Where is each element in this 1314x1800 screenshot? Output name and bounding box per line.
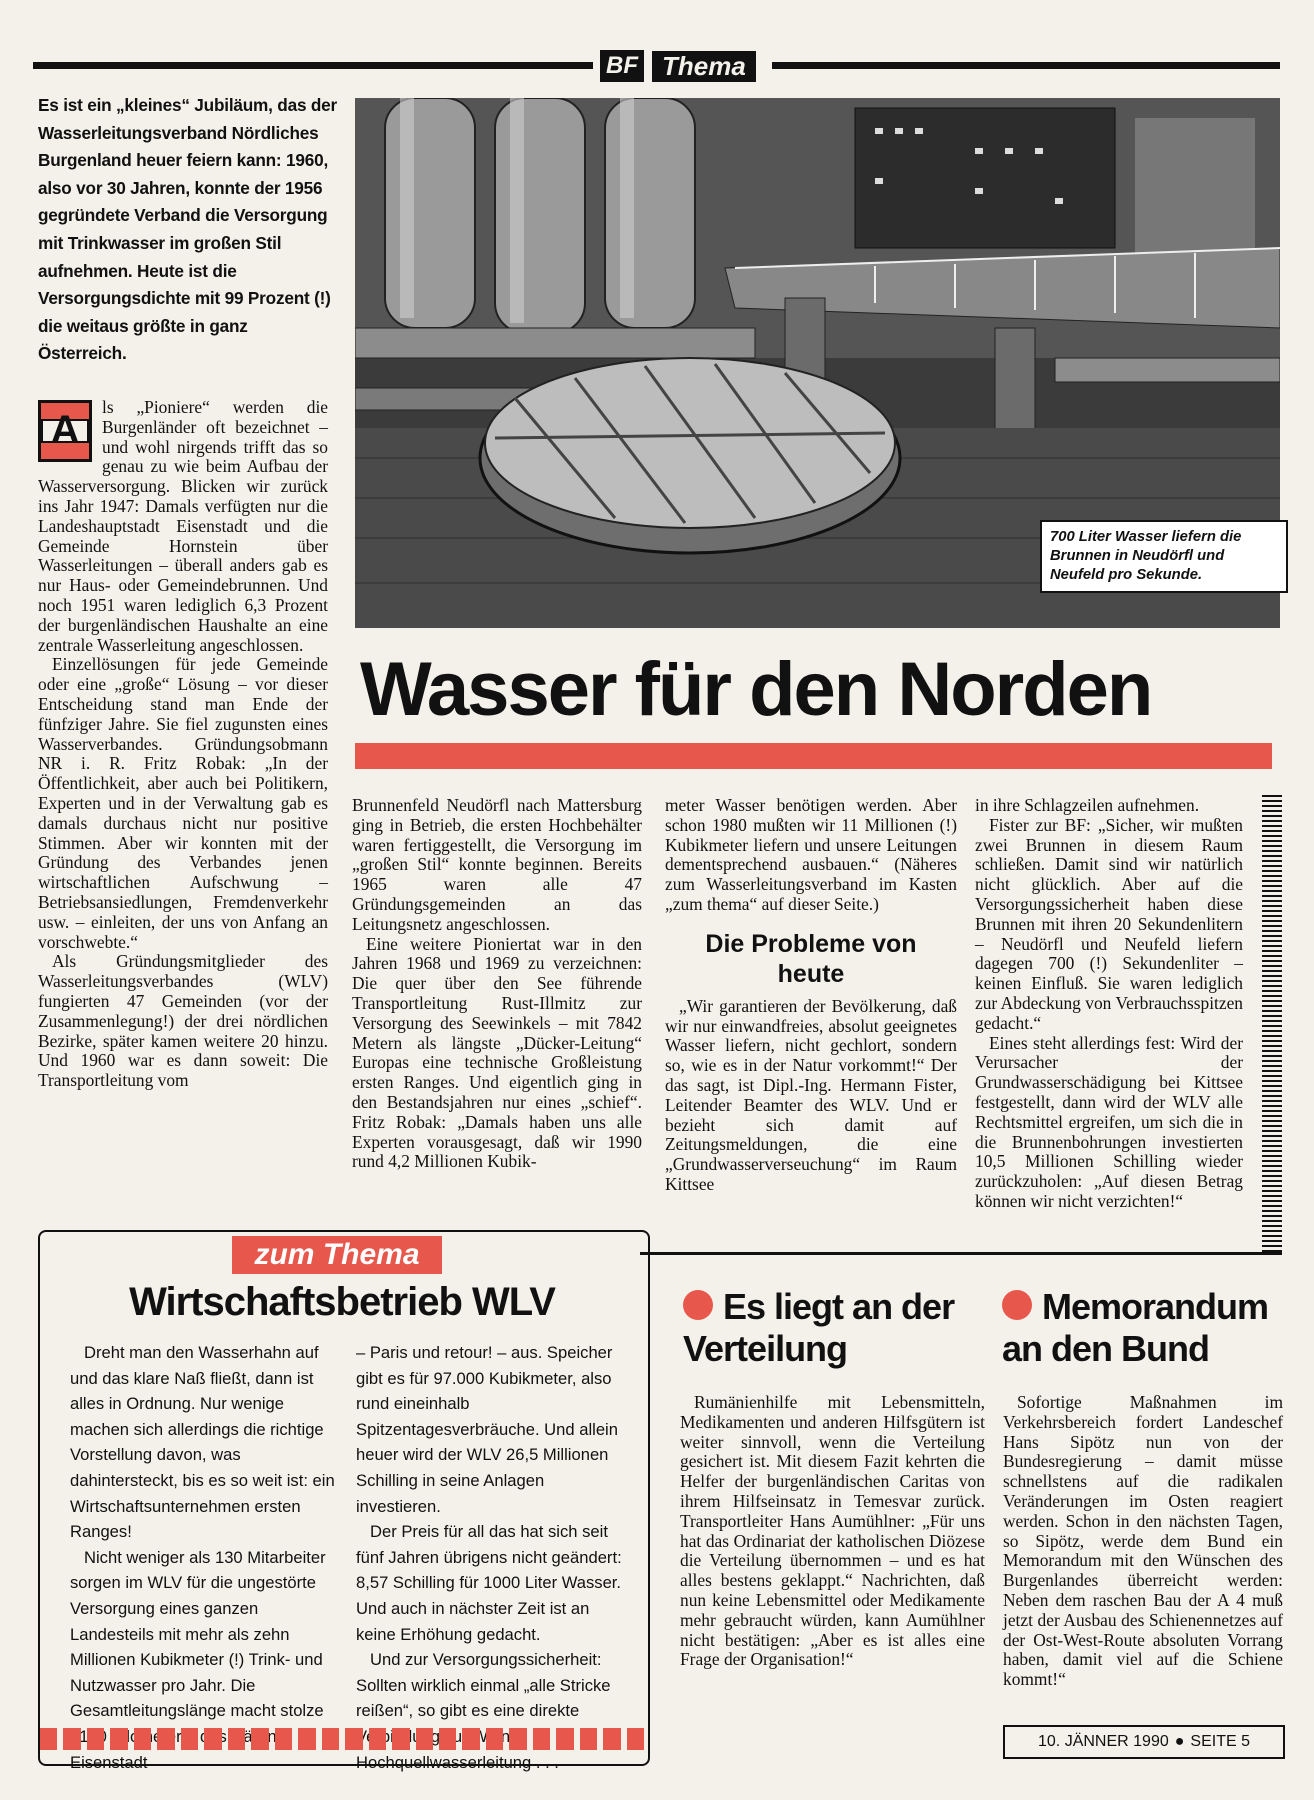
article-headline: Wasser für den Norden (360, 647, 1152, 732)
headline-red-bar (355, 743, 1272, 769)
column-4-paragraph: Fister zur BF: „Sicher, wir mußten zwei Brunnen in diesem Raum schließen. Damit sind wir natürlich nicht glücklich. Aber auf die Versorgungssicherheit haben diese Brunnen mit ihren 20 Sekundenlitern – Neudörfl und Neufeld liefern dagegen 700 (!) Sekundenliter – keinen Einfluß. Sie waren lediglich zur Abdeckung von Verbrauchsspitzen gedacht.“ (975, 814, 1243, 1033)
bullet-dot-icon (683, 1290, 713, 1320)
masthead-rule-left (33, 62, 593, 69)
article-bottom-rule (640, 1252, 1282, 1255)
masthead-section: Thema (652, 51, 756, 82)
story-3-title: Memorandum an den Bund (1002, 1286, 1269, 1369)
info-box-right-column (356, 1340, 626, 1775)
column-3-paragraph: „Wir garantieren der Bevölkerung, daß wir nur einwandfreies, absolut geeignetes Wasser liefern, nicht gechlort, sondern so, wie es in der Natur vorkommt!“ Der das sagt, ist Dipl.-Ing. Hermann Fister, Leitender Beamter des WLV. Und er bezieht sich damit auf Zeitungsmeldungen, die eine „Grundwasserverseuchung“ im Raum Kittsee (665, 995, 957, 1194)
info-box-paragraph: Und zur Versorgungssicherheit: Sollten wirklich einmal „alle Stricke reißen“, so gibt es eine direkte Hochquellwasserleitung . . . (356, 1650, 611, 1772)
info-box-paragraph: – Paris und retour! – aus. Speicher gibt es für 97.000 Kubikmeter, also rund eineinhalb Spitzentagesverbräuche. Und allein heuer wird der WLV 26,5 Millionen Schilling in seine Anlagen investieren. (356, 1343, 618, 1516)
info-box-title: Wirtschaftsbetrieb WLV (129, 1280, 555, 1324)
photo-caption: 700 Liter Wasser liefern die Brunnen in Neudörfl und Neufeld pro Sekunde. (1040, 520, 1288, 593)
issue-date: 10. JÄNNER 1990 (1038, 1733, 1169, 1750)
article-column-4 (975, 796, 1243, 1212)
info-box-left-column (70, 1340, 338, 1775)
info-box-paragraph: Der Preis für all das hat sich seit fünf Jahren übrigens nicht geändert: 8,57 Schilling für 1000 Liter Wasser. Und auch in nächster Zeit ist an keine Erhöhung gedacht. (356, 1522, 622, 1644)
article-column-1 (38, 398, 328, 1091)
lead-paragraph: Es ist ein „kleines“ Jubiläum, das der Wasserleitungsverband Nördliches Burgenland heuer feiern kann: 1960, also vor 30 Jahren, konnte der 1956 gegründete Verband die Versorgung mit Trinkwasser im großen Stil aufnehmen. Heute ist die Versorgungsdichte mit 99 Prozent (!) die weitaus größte in ganz Österreich. (38, 95, 338, 364)
column-3-paragraph: meter Wasser benötigen werden. Aber schon 1980 mußten wir 11 Millionen (!) Kubikmeter liefern und unsere Leitungen dementsprechend ausbauen.“ (Näheres zum Wasserleitungsverband im Kasten „zum thema“ auf dieser Seite.) (665, 795, 957, 914)
masthead-rule-right (772, 62, 1280, 69)
page-number: SEITE 5 (1190, 1733, 1250, 1750)
article-column-2 (352, 796, 642, 1172)
story-3-body (1003, 1393, 1283, 1690)
article-column-3 (665, 796, 957, 1195)
story-2-title: Es liegt an der Verteilung (683, 1286, 955, 1369)
info-box-dash-border (40, 1728, 644, 1750)
footer-bullet-icon: ● (1174, 1733, 1185, 1750)
column-4-paragraph: Eines steht allerdings fest: Wird der Verursacher der Grundwasserschädigung bei Kittsee festgestellt, dann wird der WLV alle Rechtsmittel ergreifen, um sich die in die Brunnenbohrungen investierten 10,5 Millionen Schilling wieder zurückzuholen: „Auf diesen Betrag können wir nicht verzichten!“ (975, 1032, 1243, 1211)
column-1-paragraph: ls „Pioniere“ werden die Burgenländer oft bezeichnet – und wohl nirgends trifft das so genau zu wie beim Aufbau der Wasserversorgung. Blicken wir zurück ins Jahr 1947: Damals verfügten nur die Landeshauptstadt Eisenstadt und die Gemeinde Hornstein über Wasserleitungen – überall anders gab es nur Haus- oder Gemeindebrunnen. Und noch 1951 waren lediglich 6,3 Prozent der burgenländischen Haushalte an eine zentrale Wasserleitung angeschlossen. (38, 397, 328, 655)
column-1-paragraph: Als Gründungsmitglieder des Wasserleitungsverbandes (WLV) fungierten 47 Gemeinden (vor der Zusammenlegung!) der drei nördlichen Bezirke, später kamen weitere 20 hinzu. Und 1960 war es dann soweit: Die Transportleitung vom (38, 951, 328, 1091)
story-2-paragraph: Rumänienhilfe mit Lebensmitteln, Medikamenten und anderen Hilfsgütern ist weiter sinnvoll, wenn die Verteilung gesichert ist. Mit diesem Fazit kehrten die Helfer der burgenländischen Caritas von ihrem Hilfseinsatz in Temesvar zurück. Transportleiter Hans Aumühlner: „Für uns hat das Ordinariat der katholischen Diözese die Verteilung übernommen – und es hat alles bestens geklappt.“ Nachrichten, daß nun keine Lebensmittel oder Medikamente mehr gebraucht würden, kann Aumühlner nicht bestätigen: „Aber es ist alles eine Frage der Organisation!“ (680, 1392, 985, 1670)
story-3-paragraph: Sofortige Maßnahmen im Verkehrsbereich fordert Landeschef Hans Sipötz nun von der Bundesregierung – damit müsse schnellstens auf die radikalen Veränderungen im Osten reagiert werden. Schon in den nächsten Tagen, so Sipötz, werde dem Bund ein Memorandum mit den Wünschen des Burgenlandes überreicht werden: Neben dem raschen Bau der A 4 muß jetzt der Ausbau des Schienennetzes auf der Ost-West-Route absoluten Vorrang haben, damit viel auf die Schiene kommt!“ (1003, 1392, 1283, 1690)
column-4-paragraph: in ihre Schlagzeilen aufnehmen. (975, 795, 1200, 815)
info-box-paragraph: Dreht man den Wasserhahn auf und das klare Naß fließt, dann ist alles in Ordnung. Nur wenige machen sich allerdings die richtige Vorstellung davon, was dahintersteckt, bis es so weit ist: ein Wirtschaftsunternehmen ersten Ranges! (70, 1343, 335, 1542)
column-hatch-decoration (1262, 792, 1282, 1252)
column-3-subhead: Die Probleme von heute (705, 929, 917, 988)
masthead-brand: BF (600, 50, 644, 82)
story-2-body (680, 1393, 985, 1670)
info-box-paragraph: Nicht weniger als 130 Mitarbeiter sorgen im WLV für die ungestörte Versorgung eines ganzen Landesteils mit mehr als zehn Millionen Kubikmeter (!) Trink- und Nutzwasser pro Jahr. Die Gesamtleitungslänge macht stolze Eisenstadt (70, 1547, 326, 1772)
drop-cap: A (38, 400, 92, 462)
column-1-paragraph: Einzellösungen für jede Gemeinde oder eine „große“ Lösung – vor dieser Entscheidung stand man Ende der fünfziger Jahre. Sie fiel zugunsten eines Wasserverbandes. Gründungsobmann NR i. R. Fritz Robak: „In der Öffentlichkeit, aber auch bei Politikern, Experten und in der Verwaltung gab es damals durchaus nicht nur positive Stimmen. Aber wir konnten mit der Gründung des Verbandes jenen wirtschaftlichen Aufschwung – Betriebsansiedlungen, Fremdenverkehr usw. – einleiten, der uns von Anfang an vorschwebte.“ (38, 654, 328, 952)
column-2-paragraph: Eine weitere Pioniertat war in den Jahren 1968 und 1969 zu verzeichnen: Die quer über den See führende Transportleitung Rust-Illmitz zur Versorgung des Seewinkels – mit 7842 Metern als längste „Dücker-Leitung“ Europas eine technische Großleistung ersten Ranges. Und eigentlich ging in den Bestandsjahren nur eines „schief“. Fritz Robak: „Damals haben uns alle Experten vorausgesagt, daß wir 1990 rund 4,2 Millionen Kubik- (352, 933, 642, 1172)
bullet-dot-icon (1002, 1290, 1032, 1320)
info-box-badge: zum Thema (232, 1236, 442, 1274)
column-2-paragraph: Brunnenfeld Neudörfl nach Mattersburg ging in Betrieb, die ersten Hochbehälter waren fertiggestellt, die Versorgung im „großen Stil“ konnte beginnen. Bereits 1965 waren alle 47 Gründungsgemeinden an das Leitungsnetz angeschlossen. (352, 795, 642, 934)
masthead (600, 46, 770, 86)
page-footer (1003, 1725, 1285, 1759)
